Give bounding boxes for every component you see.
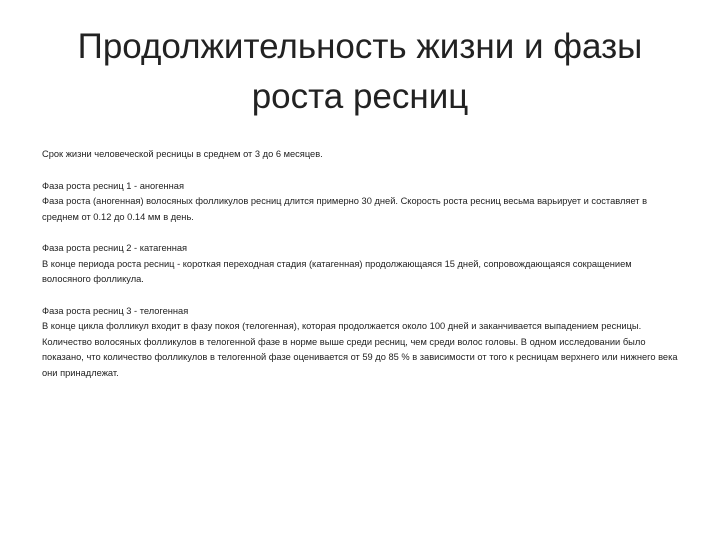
slide-body bbox=[42, 147, 682, 381]
section-heading: Фаза роста ресниц 1 - аногенная bbox=[42, 180, 185, 191]
slide-title-line-1: Продолжительность жизни и фазы bbox=[77, 27, 643, 66]
intro-text: Срок жизни человеческой ресницы в среднем от 3 до 6 месяцев. bbox=[42, 149, 323, 159]
section-heading: Фаза роста ресниц 3 - телогенная bbox=[42, 305, 189, 316]
section-heading: Фаза роста ресниц 2 - катагенная bbox=[42, 243, 188, 253]
spacer bbox=[42, 163, 682, 179]
section-anagen bbox=[42, 179, 682, 226]
spacer bbox=[42, 288, 682, 304]
section-paragraph: Количество волосяных фолликулов в телогенной фазе в норме выше среди ресниц, чем среди волос головы. В одном исследовании было показано, что количество фолликулов в телогенной фазе оценивается от 59 до 85 % в зависимости от того к ресницам верхнего или нижнего века они принадлежат. bbox=[42, 336, 678, 378]
section-paragraph: В конце цикла фолликул входит в фазу покоя (телогенная), которая продолжается около 100 дней и заканчивается выпадением ресницы. bbox=[42, 321, 642, 331]
section-paragraph: Фаза роста (аногенная) волосяных фолликулов ресниц длится примерно 30 дней. Скорость роста ресниц весьма варьирует и составляет в среднем от 0.12 до 0.14 мм в день. bbox=[42, 196, 648, 222]
spacer bbox=[42, 225, 682, 241]
section-paragraph: В конце периода роста ресниц - короткая переходная стадия (катагенная) продолжающаяся 15 дней, сопровождающаяся сокращением волосяного фолликула. bbox=[42, 258, 632, 284]
section-telogen bbox=[42, 304, 682, 382]
section-catagen bbox=[42, 241, 682, 288]
slide-title bbox=[40, 22, 680, 122]
slide-title-line-2: роста ресниц bbox=[251, 77, 469, 116]
